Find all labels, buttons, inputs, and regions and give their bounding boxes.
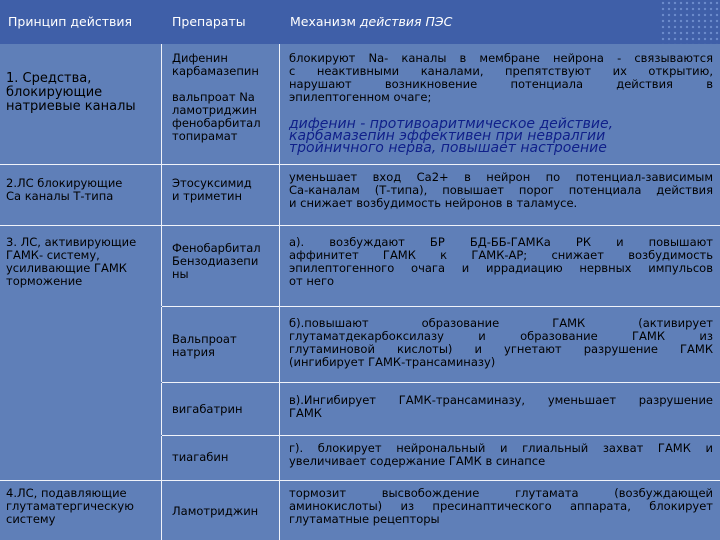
drugs-cell: вигабатрин [172,402,243,416]
table-row [0,383,720,435]
mechanism-cell: в).Ингибирует ГАМК-трансаминазу, уменьшает разрушение ГАМК [289,393,713,420]
drugs-cell: тиагабин [172,450,229,464]
mechanism-cell: б).повышают образование ГАМК (активирует глутаматдекарбоксилазу и образование ГАМК из глутаминовой кислоты) и угнетают разрушение ГАМК (ингибирует ГАМК-трансаминазу) [289,316,713,369]
mechanism-cell: уменьшает вход Са2+ в нейрон по потенциал-зависимым Са-каналам (Т-типа), повышает порог потенциала действия и снижает возбудимость нейронов в таламусе. [289,170,713,210]
drugs-cell: Фенобарбитал Бензодиазепи ны [172,241,261,281]
header-dot-pattern [660,0,720,44]
mechanism-cell: г). блокирует нейрональный и глиальный захват ГАМК и увеличивает содержание ГАМК в синапсе [289,441,713,468]
header-mechanism: Механизм действия ПЭС [290,14,453,29]
table-row [0,226,720,306]
mechanism-cell: а). возбуждают БР БД-ББ-ГАМКа РК и повышают аффинитет ГАМК к ГАМК-АР; снижает возбудимость эпилептогенного очага и иррадиацию нервных импульсов от него [289,235,713,288]
principle-cell: 3. ЛС, активирующие ГАМК- систему, усиливающие ГАМК торможение [6,235,137,288]
drugs-cell: Вальпроат натрия [172,332,237,359]
header-drugs: Препараты [172,14,246,29]
mechanism-cell: блокируют Na- каналы в мембране нейрона - связываются с неактивными каналами, препятствуют их открытию, нарушают возникновение потенциала действия в эпилептогенном очаге; [289,51,713,104]
table-row [0,307,720,382]
table-row [0,165,720,225]
drugs-cell: Этосуксимид и триметин [172,176,252,203]
table-row [0,481,720,540]
table-header [0,0,720,44]
table-row [0,436,720,480]
table-row [0,44,720,164]
header-principle: Принцип действия [8,14,133,29]
principle-cell: 4.ЛС, подавляющие глутаматергическую систему [6,486,134,526]
clinical-note: дифенин - противоаритмическое действие, карбамазепин эффективен при невралгии тройничного нерва, повышает настроение [289,116,614,156]
drugs-cell: Дифенин карбамазепин вальпроат Na ламотриджин фенобарбитал топирамат [172,51,261,143]
principle-cell: 1. Средства, блокирующие натриевые каналы [6,71,136,114]
principle-cell: 2.ЛС блокирующие Са каналы Т-типа [6,176,123,203]
drugs-cell: Ламотриджин [172,504,259,518]
mechanism-cell: тормозит высвобождение глутамата (возбуждающей аминокислоты) из пресинаптического аппарата, блокирует глутаматные рецепторы [289,486,713,526]
